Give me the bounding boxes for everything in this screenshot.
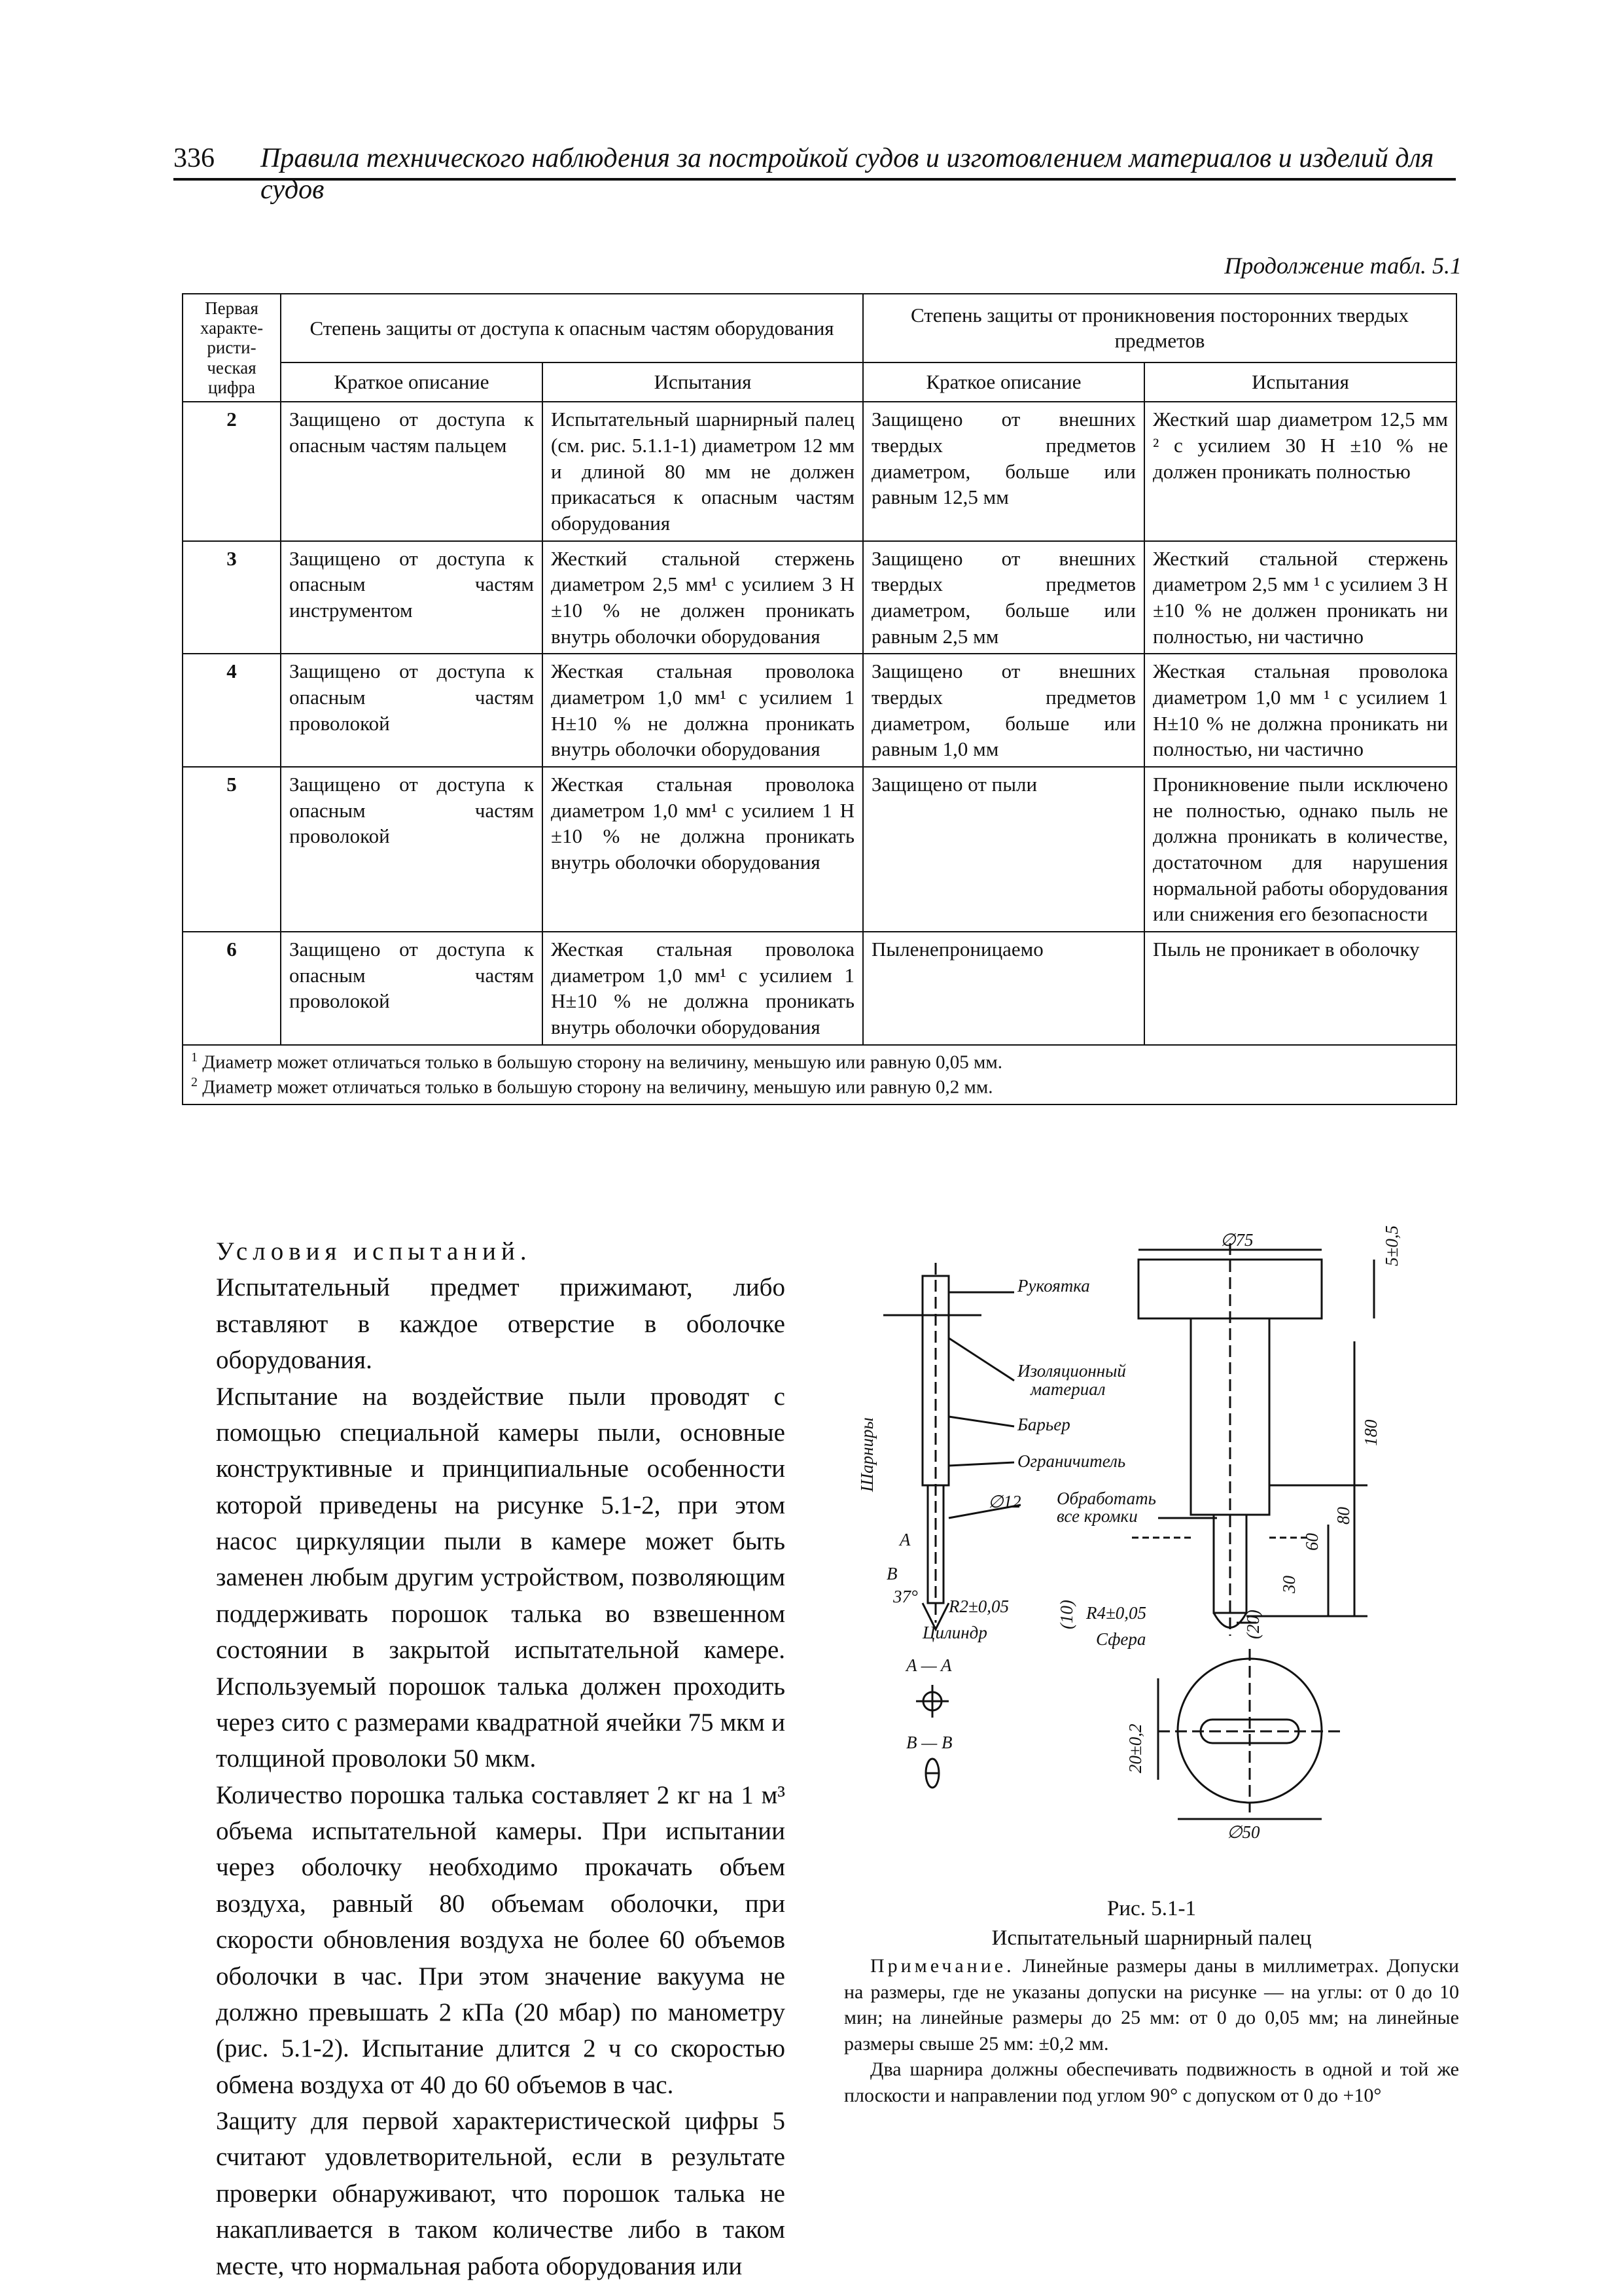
section-heading: Условия испытаний.: [216, 1237, 532, 1265]
figure-caption: [844, 1894, 1459, 1952]
section-aa-label: A — A: [906, 1655, 952, 1675]
note-paragraph-2: Два шарнира должны обеспечивать подвижность в одной и той же плоскости и направлении под углом 90° с допуском от 0 до +10°: [844, 2058, 1459, 2106]
label-edges-1: Обработать: [1057, 1489, 1156, 1508]
table-row: [183, 654, 1456, 767]
dim-r4: R4±0,05: [1086, 1603, 1147, 1623]
dim-80: 80: [1333, 1507, 1353, 1525]
access-test-cell: Жесткая стальная проволока диаметром 1,0 мм¹ с усилием 1 Н ±10 % не должна проникать внутрь оболочки оборудования: [542, 767, 863, 932]
dim-d12: ∅12: [988, 1492, 1021, 1511]
access-desc-cell: Защищено от доступа к опасным частям проволокой: [281, 932, 542, 1045]
paragraph: Испытательный предмет прижимают, либо вставляют в каждое отверстие в оболочке оборудования.: [216, 1273, 785, 1375]
page-number: 336: [173, 143, 215, 173]
solids-test-cell: Пыль не проникает в оболочку: [1144, 932, 1456, 1045]
access-test-cell: Жесткий стальной стержень диаметром 2,5 мм¹ с усилием 3 Н ±10 % не должен проникать внутрь оболочки оборудования: [542, 541, 863, 654]
label-insulation-2: материал: [1031, 1379, 1106, 1399]
sub-desc-access: Краткое описание: [281, 362, 542, 402]
group-access: Степень защиты от доступа к опасным частям оборудования: [281, 294, 863, 362]
dim-60: 60: [1302, 1533, 1322, 1551]
label-insulation-1: Изоляционный: [1017, 1361, 1126, 1381]
table-row: [183, 767, 1456, 932]
table-continuation-label: Продолжение табл. 5.1: [1224, 253, 1462, 279]
solids-test-cell: Проникновение пыли исключено не полностью, однако пыль не должна проникать в количестве, достаточном для нарушения нормальной работы оборудования или снижения его безопасности: [1144, 767, 1456, 932]
table-row: [183, 932, 1456, 1045]
access-desc-cell: Защищено от доступа к опасным частям проволокой: [281, 654, 542, 767]
digit-cell: 3: [183, 541, 281, 654]
sub-desc-solids: Краткое описание: [863, 362, 1144, 402]
dim-10: (10): [1057, 1600, 1076, 1629]
solids-test-cell: Жесткая стальная проволока диаметром 1,0 мм ¹ с усилием 1 Н±10 % не должна проникать ни полностью, ни частично: [1144, 654, 1456, 767]
section-bb-label: B — B: [906, 1733, 953, 1752]
table-row: [183, 541, 1456, 654]
dim-30: 30: [1279, 1576, 1299, 1593]
table-row: [183, 402, 1456, 540]
figure-number: Рис. 5.1-1: [1107, 1897, 1196, 1920]
table-footnotes: [183, 1045, 1456, 1105]
digit-cell: 2: [183, 402, 281, 540]
label-cylinder: Цилиндр: [923, 1623, 987, 1642]
figure-title: Испытательный шарнирный палец: [991, 1926, 1312, 1950]
dim-r2: R2±0,05: [949, 1597, 1010, 1616]
solids-desc-cell: Защищено от внешних твердых предметов диаметром, больше или равным 2,5 мм: [863, 541, 1144, 654]
access-desc-cell: Защищено от доступа к опасным частям проволокой: [281, 767, 542, 932]
solids-desc-cell: Защищено от внешних твердых предметов диаметром, больше или равным 1,0 мм: [863, 654, 1144, 767]
digit-cell: 5: [183, 767, 281, 932]
dim-angle: 37°: [893, 1587, 918, 1606]
label-hinges: Шарниры: [857, 1417, 877, 1492]
digit-cell: 6: [183, 932, 281, 1045]
group-solids: Степень защиты от проникновения посторонних твердых предметов: [863, 294, 1456, 362]
label-limiter: Ограничитель: [1017, 1451, 1126, 1471]
access-test-cell: Жесткая стальная проволока диаметром 1,0 мм¹ с усилием 1 Н±10 % не должна проникать внутрь оболочки оборудования: [542, 932, 863, 1045]
protection-table: [182, 293, 1457, 1105]
figure-note: [844, 1953, 1459, 2109]
footnote-1: $^1$ Диаметр может отличаться только в большую сторону на величину, меньшую или равную 0,05 мм.: [191, 1050, 1002, 1073]
label-sphere: Сфера: [1096, 1629, 1146, 1649]
solids-test-cell: Жесткий шар диаметром 12,5 мм ² с усилием 30 Н ±10 % не должен проникать полностью: [1144, 402, 1456, 540]
solids-desc-cell: Защищено от внешних твердых предметов диаметром, больше или равным 12,5 мм: [863, 402, 1144, 540]
sub-test-access: Испытания: [542, 362, 863, 402]
label-handle: Рукоятка: [1017, 1276, 1090, 1296]
footnote-2: $^2$ Диаметр может отличаться только в большую сторону на величину, меньшую или равную 0,2 мм.: [191, 1075, 993, 1099]
body-text: [216, 1233, 785, 2284]
header-rule: [173, 178, 1456, 181]
solids-test-cell: Жесткий стальной стержень диаметром 2,5 мм ¹ с усилием 3 Н ±10 % не должен проникать ни полностью, ни частично: [1144, 541, 1456, 654]
sub-test-solids: Испытания: [1144, 362, 1456, 402]
dim-d75: ∅75: [1220, 1230, 1254, 1250]
access-test-cell: Жесткая стальная проволока диаметром 1,0 мм¹ с усилием 1 Н±10 % не должна проникать внутрь оболочки оборудования: [542, 654, 863, 767]
dim-d50: ∅50: [1227, 1822, 1260, 1842]
running-title: Правила технического наблюдения за постройкой судов и изготовлением материалов и изделий для судов: [260, 143, 1434, 205]
dim-20-tol: 20±0,2: [1125, 1723, 1145, 1773]
access-test-cell: Испытательный шарнирный палец (см. рис. 5.1.1-1) диаметром 12 мм и длиной 80 мм не должен прикасаться к опасным частям оборудования: [542, 402, 863, 540]
mark-a: A: [900, 1530, 911, 1549]
paragraph: Количество порошка талька составляет 2 кг на 1 м³ объема испытательной камеры. При испытании через оболочку необходимо прокачать объем воздуха, равный 80 объемам оболочки, при скорости обновления воздуха не более 60 объемов оболочки в час. При этом значение вакуума не должно превышать 2 кПа (20 мбар) по манометру (рис. 5.1-2). Испытание длится 2 ч со скоростью обмена воздуха от 40 до 60 объемов в час.: [216, 1780, 785, 2099]
dim-180: 180: [1361, 1419, 1381, 1446]
mark-b: B: [887, 1564, 898, 1583]
dim-20: (20): [1243, 1610, 1263, 1639]
access-desc-cell: Защищено от доступа к опасным частям инструментом: [281, 541, 542, 654]
paragraph: Испытание на воздействие пыли проводят с помощью специальной камеры пыли, основные конструктивные и принципиальные особенности которой приведены на рисунке 5.1-2, при этом насос циркуляции пыли в камере может быть заменен любым другим устройством, позволяющим поддерживать порошок талька во взвешенном состоянии в закрытой испытательной камере. Используемый порошок талька должен проходить через сито с размерами квадратной ячейки 75 мкм и толщиной проволоки 50 мкм.: [216, 1382, 785, 1773]
solids-desc-cell: Защищено от пыли: [863, 767, 1144, 932]
note-label: Примечание.: [870, 1955, 1015, 1977]
solids-desc-cell: Пыленепроницаемо: [863, 932, 1144, 1045]
dim-5: 5±0,5: [1382, 1225, 1402, 1266]
access-desc-cell: Защищено от доступа к опасным частям пальцем: [281, 402, 542, 540]
note-text: Линейные размеры даны в миллиметрах. Допуски на размеры, где не указаны допуски на рисунке — на углы: от 0 до 10 мин; на линейные размеры до 25 мм: от 0 до 0,05 мм; на линейные размеры свыше 25 мм: ±0,2 мм.: [844, 1955, 1459, 2055]
label-barrier: Барьер: [1017, 1415, 1070, 1434]
running-header: [173, 143, 1456, 205]
col-first-digit: Первая характе-ристи-ческая цифра: [183, 294, 281, 402]
digit-cell: 4: [183, 654, 281, 767]
paragraph: Защиту для первой характеристической цифры 5 считают удовлетворительной, если в результате проверки обнаруживают, что порошок талька не накапливается в таком количестве либо в таком месте, что нормальная работа оборудования или: [216, 2107, 785, 2280]
jointed-finger-drawing: [851, 1225, 1459, 1884]
label-edges-2: все кромки: [1057, 1506, 1138, 1526]
